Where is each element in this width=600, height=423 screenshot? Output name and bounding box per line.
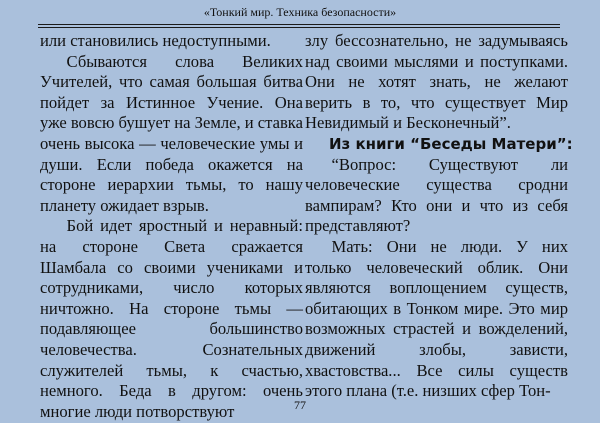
header-rule-top — [38, 24, 560, 25]
right-paragraph-1: злу бессознательно, не задумываясь над своими мыслями и поступками. Они не хотят знать, не желают верить в то, что существует Мир Невидимый и Бесконечный”. — [305, 31, 568, 133]
section-heading: Из книги “Беседы Матери”: — [329, 134, 573, 153]
page-number: 77 — [294, 398, 306, 412]
header-rule-bottom — [38, 27, 560, 28]
left-paragraph-3: Бой идет яростный и неравный: на стороне Света сражается Шамбала со своими учениками и сотрудниками, число которых ничтожно. На стороне тьмы — подавляющее большинство человечества. Сознательных служителей тьмы, к счастью, немного. Беда в другом: очень многие люди потворствуют — [40, 216, 303, 421]
left-paragraph-2: Сбываются слова Великих Учителей, что самая большая битва пойдет за Истинное Учение. Она уже вовсю бушует на Земле, и ставка очень высока — человеческие умы и души. Если победа окажется на стороне иерархии тьмы, то нашу планету ожидает взрыв. — [40, 51, 303, 215]
left-paragraph-1: или становились недоступными. — [40, 31, 271, 50]
right-paragraph-3: Мать: Они не люди. У них только человеческий облик. Они являются воплощением существ, обитающих в Тонком мире. Это мир возможных страстей и вожделений, движений злобы, зависти, хвастовства... Все силы существ этого плана (т.е. низших сфер Тон- — [305, 236, 568, 401]
left-column — [40, 31, 303, 422]
running-header: «Тонкий мир. Техника безопасности» — [203, 5, 397, 19]
right-paragraph-2: “Вопрос: Существуют ли человеческие существа сродни вампирам? Кто они и что из себя представляют? — [305, 154, 568, 236]
right-column — [305, 31, 573, 402]
